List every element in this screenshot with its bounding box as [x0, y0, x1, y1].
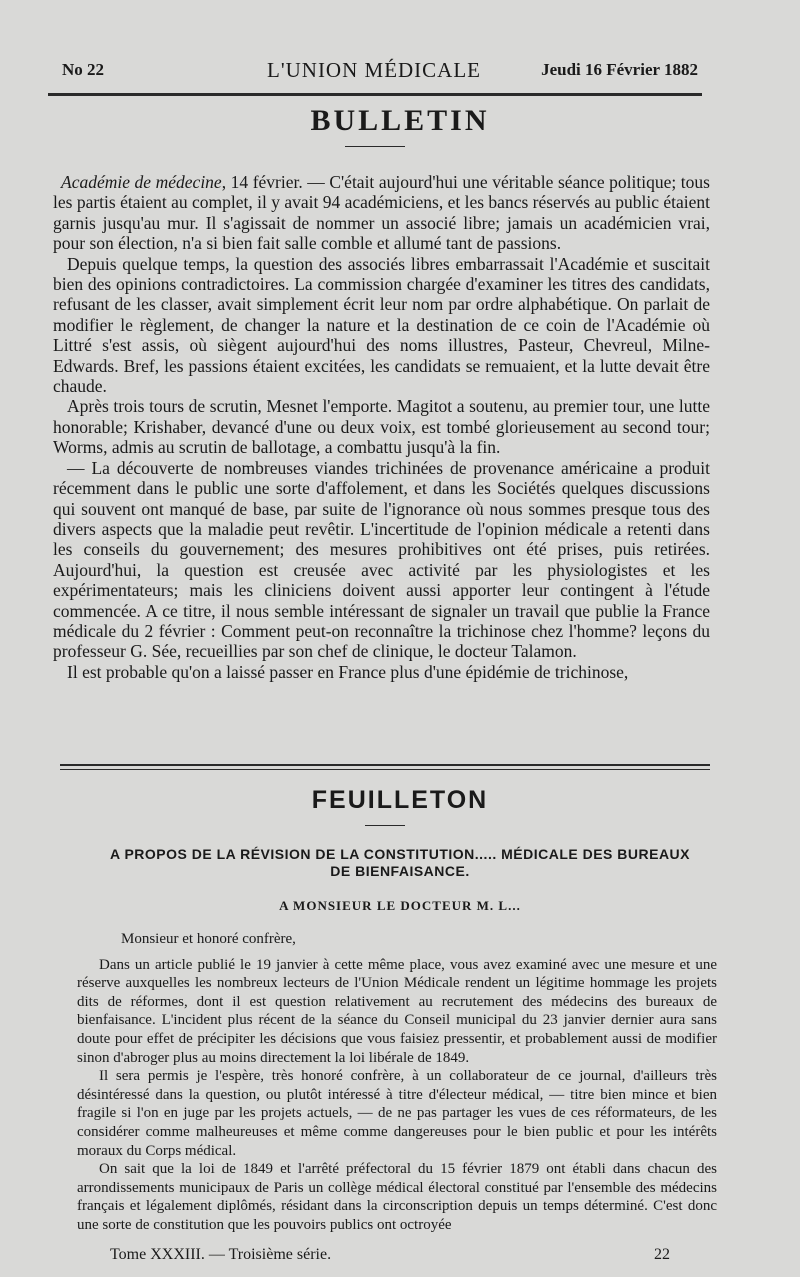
feuilleton-rule-bottom	[60, 769, 710, 770]
bulletin-heading: BULLETIN	[310, 104, 490, 137]
letter-salutation: Monsieur et honoré confrère,	[121, 931, 296, 947]
bulletin-paragraph-3: Après trois tours de scrutin, Mesnet l'emporte. Magitot a soutenu, au premier tour, une lutte honorable; Krishaber, devancé d'une ou deux voix, est tombé glorieusement au second tour; Worms, admis au scrutin de ballotage, a combattu jusqu'à la fin.	[53, 396, 710, 458]
bulletin-paragraph-1: Académie de médecine, 14 février. — C'était aujourd'hui une véritable séance politique; tous les partis étaient au complet, il y avait 94 académiciens, et les bancs réservés au public étaient garnis jusqu'au mur. Il s'agissait de nommer un associé libre; jamais un académicien vrai, pour son élection, n'a si bien fait salle comble et allumé tant de passions.	[53, 172, 710, 254]
issue-number: No 22	[62, 60, 105, 79]
bulletin-body	[53, 172, 710, 682]
feuilleton-paragraph-1: Dans un article publié le 19 janvier à cette même place, vous avez examiné avec une mesure et une réserve auxquelles les nombreux lecteurs de l'Union Médicale rendent un légitime hommage les projets dits de réformes, dont il est question relativement au recrutement des médecins des bureaux de bienfaisance. L'incident plus récent de la séance du Conseil municipal du 23 janvier dernier aura sans doute pour effet de précipiter les décisions que vous faisiez pressentir, et probablement aussi de modifier sinon d'abroger plus au moins directement la loi libérale de 1849.	[77, 956, 717, 1066]
issue-date: Jeudi 16 Février 1882	[541, 60, 698, 79]
bulletin-divider	[345, 146, 405, 147]
page-footer	[110, 1246, 670, 1266]
feuilleton-divider	[365, 825, 405, 826]
bulletin-paragraph-4: — La découverte de nombreuses viandes trichinées de provenance américaine a produit récemment dans le public une sorte d'affolement, et dans les Sociétés quelques discussions qui souvent ont manqué de base, par suite de l'ignorance où nous sommes presque tous des divers aspects que la maladie peut revêtir. L'incertitude de l'opinion médicale a retenti dans les conseils du gouvernement; des mesures prohibitives ont été prises, puis retirées. Aujourd'hui, la question est creusée avec activité par les physiologistes et les expérimentateurs; mais les cliniciens doivent aussi apporter leur contingent à l'étude commencée. A ce titre, il nous semble intéressant de signaler un travail que publie la France médicale du 2 février : Comment peut-on reconnaître la trichinose chez l'homme? leçons du professeur G. Sée, recueillies par son chef de clinique, le docteur Talamon.	[53, 457, 710, 662]
bulletin-paragraph-2: Depuis quelque temps, la question des associés libres embarrassait l'Académie et suscitait bien des opinions contradictoires. La commission chargée d'examiner les titres des candidats, refusant de les classer, avait simplement écrit leur nom par ordre alphabétique. On parlait de modifier le règlement, de changer la nature et la destination de ce coin de l'Académie où Littré s'est assis, où siègent aujourd'hui des noms illustres, Pasteur, Chevreul, Milne-Edwards. Bref, les passions étaient excitées, les candidats se remuaient, et la lutte devait être chaude.	[53, 253, 710, 397]
feuilleton-body	[77, 930, 717, 1235]
page-header	[62, 58, 698, 84]
volume-label: Tome XXXIII. — Troisième série.	[110, 1246, 332, 1263]
feuilleton-heading: FEUILLETON	[311, 786, 489, 814]
feuilleton-rule-top	[60, 764, 710, 766]
feuilleton-subhead-line-2: DE BIENFAISANCE.	[330, 863, 470, 879]
page-number: 22	[654, 1246, 670, 1263]
feuilleton-paragraph-3: On sait que la loi de 1849 et l'arrêté préfectoral du 15 février 1879 ont établi dans chacun des arrondissements municipaux de Paris un collège médical électoral constitué par l'ensemble des médecins français et légalement diplômés, résidant dans la circonscription depuis un temps déterminé. C'est donc une sorte de constitution que les pouvoirs publics ont octroyée	[77, 1161, 717, 1233]
header-rule	[48, 93, 702, 96]
section-lead: Académie de médecine	[61, 172, 222, 192]
journal-title: L'UNION MÉDICALE	[267, 58, 482, 82]
feuilleton-subhead-line-1: A PROPOS DE LA RÉVISION DE LA CONSTITUTION..... MÉDICALE DES BUREAUX	[109, 846, 691, 862]
letter-address: A MONSIEUR LE DOCTEUR M. L...	[279, 898, 521, 913]
feuilleton-paragraph-2: Il sera permis je l'espère, très honoré confrère, à un collaborateur de ce journal, d'ailleurs très désintéressé dans la question, ou plutôt intéressé à titre d'électeur médical, — titre bien mince et bien fragile si l'on en juge par les projets actuels, — de ne pas partager les vues de ces réformateurs, de les considérer comme malheureuses et même comme dangereuses pour le bien public et pour les intérêts moraux du Corps médical.	[77, 1068, 717, 1159]
bulletin-paragraph-5: Il est probable qu'on a laissé passer en France plus d'une épidémie de trichinose,	[67, 661, 629, 682]
